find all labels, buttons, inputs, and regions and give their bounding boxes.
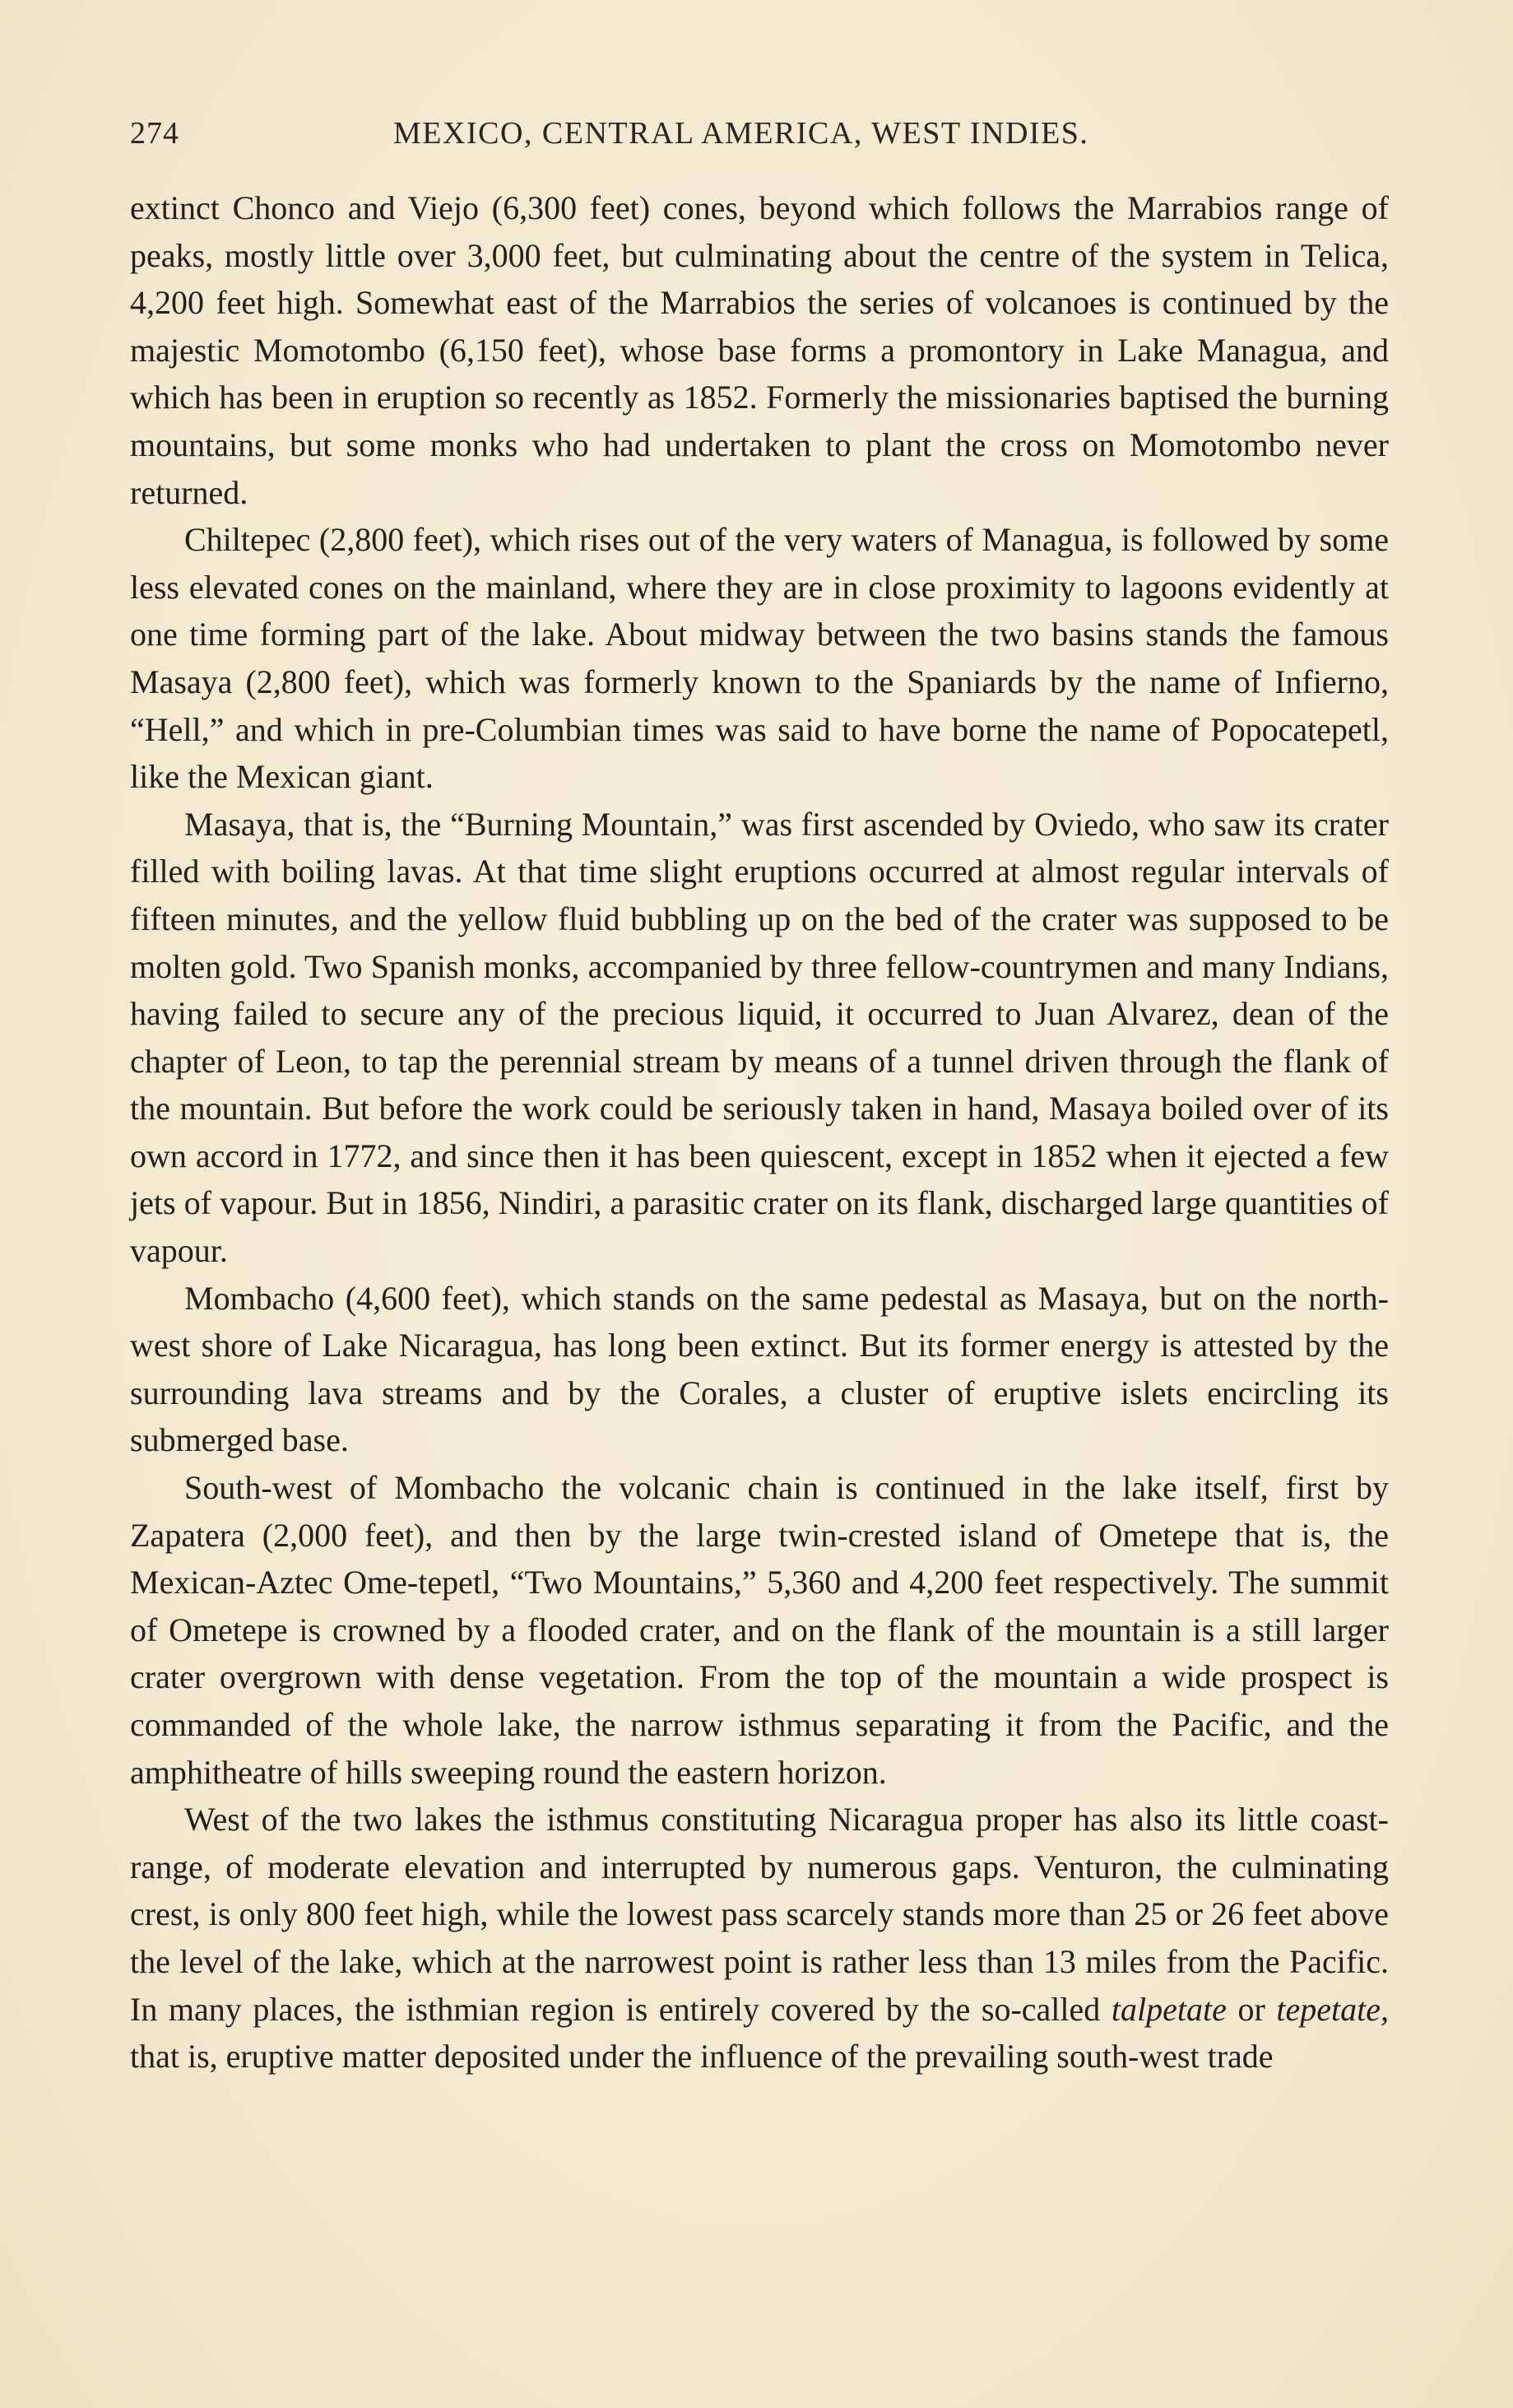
paragraph-6-text-before: West of the two lakes the isthmus constituting Nicaragua proper has also its little coast-range, of moderate elevation and interrupted by numerous gaps. Venturon, the culminating crest, is only 800 feet high, while the lowest pass scarcely stands more than 25 or 26 feet above the level of the lake, which at the narrowest point is rather less than 13 miles from the Pacific. In many places, the isthmian region is entirely covered by the so-called (130, 1801, 1389, 2028)
running-title: MEXICO, CENTRAL AMERICA, WEST INDIES. (393, 116, 1089, 151)
page-number: 274 (130, 116, 179, 151)
paragraph-2: Chiltepec (2,800 feet), which rises out of the very waters of Managua, is followed by some less elevated cones on the mainland, where they are in close proximity to lagoons evidently at one time forming part of the lake. About midway between the two basins stands the famous Masaya (2,800 feet), which was formerly known to the Spaniards by the name of Infierno, “Hell,” and which in pre-Columbian times was said to have borne the name of Popocatepetl, like the Mexican giant. (130, 521, 1389, 796)
paragraph-3: Masaya, that is, the “Burning Mountain,” was first ascended by Oviedo, who saw its crater filled with boiling lavas. At that time slight eruptions occurred at almost regular intervals of fifteen minutes, and the yellow fluid bubbling up on the bed of the crater was supposed to be molten gold. Two Spanish monks, accompanied by three fellow-countrymen and many Indians, having failed to secure any of the precious liquid, it occurred to Juan Alvarez, dean of the chapter of Leon, to tap the perennial stream by means of a tunnel driven through the flank of the mountain. But before the work could be seriously taken in hand, Masaya boiled over of its own accord in 1772, and since then it has been quiescent, except in 1852 when it ejected a few jets of vapour. But in 1856, Nindiri, a parasitic crater on its flank, discharged large quantities of vapour. (130, 805, 1389, 1270)
paragraph-6-text-after: that is, eruptive matter deposited under the influence of the prevailing south-west trade (130, 2038, 1274, 2076)
term-talpetate: talpetate (1111, 1990, 1227, 2028)
page-header (130, 115, 1389, 165)
paragraph-6 (130, 1796, 1389, 2080)
paragraph-4: Mombacho (4,600 feet), which stands on the same pedestal as Masaya, but on the north-west shore of Lake Nicaragua, has long been extinct. But its former energy is attested by the surrounding lava streams and by the Corales, a cluster of eruptive islets encircling its submerged base. (130, 1279, 1389, 1459)
paragraph-5: South-west of Mombacho the volcanic chain is continued in the lake itself, first by Zapatera (2,000 feet), and then by the large twin-crested island of Ometepe that is, the Mexican-Aztec Ome-tepetl, “Two Mountains,” 5,360 and 4,200 feet respectively. The summit of Ometepe is crowned by a flooded crater, and on the flank of the mountain is a still larger crater overgrown with dense vegetation. From the top of the mountain a wide prospect is commanded of the whole lake, the narrow isthmus separating it from the Pacific, and the amphitheatre of hills sweeping round the eastern horizon. (130, 1469, 1389, 1791)
paragraph-1: extinct Chonco and Viejo (6,300 feet) cones, beyond which follows the Marrabios range of peaks, mostly little over 3,000 feet, but culminating about the centre of the system in Telica, 4,200 feet high. Somewhat east of the Marrabios the series of volcanoes is continued by the majestic Momotombo (6,150 feet), whose base forms a promontory in Lake Managua, and which has been in eruption so recently as 1852. Formerly the missionaries baptised the burning mountains, but some monks who had undertaken to plant the cross on Momotombo never returned. (130, 189, 1389, 511)
paragraph-6-text-middle: or (1226, 1990, 1277, 2028)
term-tepetate: tepetate, (1276, 1990, 1389, 2028)
body-text (130, 184, 1389, 2080)
